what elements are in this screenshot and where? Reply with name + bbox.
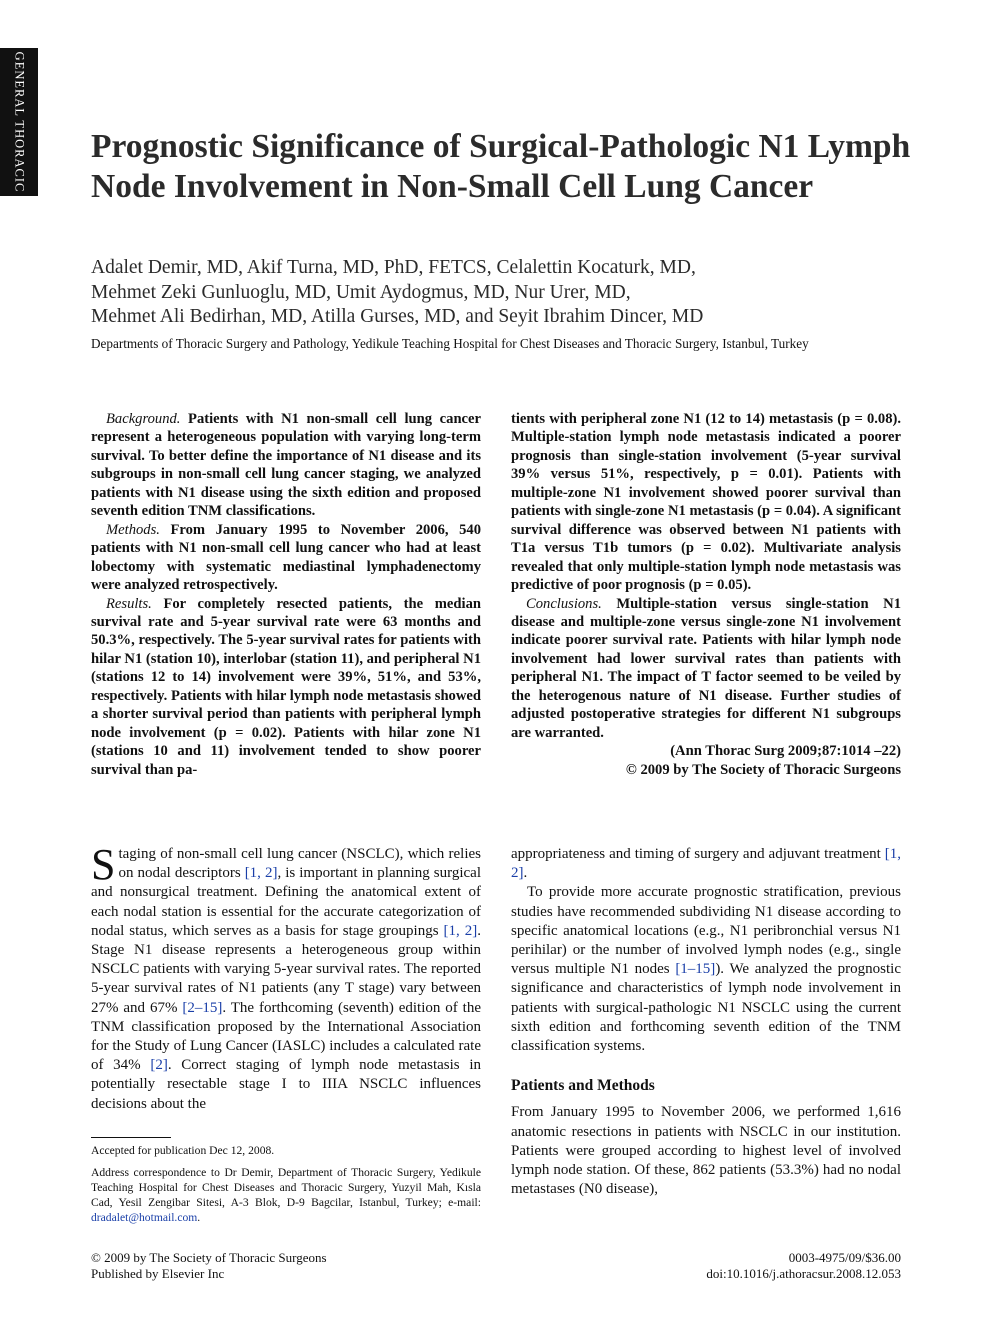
footnote-divider bbox=[91, 1137, 171, 1138]
author-degree: MD bbox=[270, 306, 303, 327]
email-link[interactable]: dradalet@hotmail.com bbox=[91, 1211, 198, 1224]
correspondence-note: Address correspondence to Dr Demir, Department of Thoracic Surgery, Yedikule Teaching Hospital for Chest Diseases and Thoracic Surgery, Yuzyil Mah, Kısla Cad, Yesil Zengibar Sitesi, A-3 Blok, D-9 Bagcilar, Istanbul, Turkey; e-mail: dradalet@hotmail.com. bbox=[91, 1166, 481, 1224]
author-name: Adalet Demir bbox=[91, 257, 197, 278]
author-name: Mehmet Ali Bedirhan bbox=[91, 306, 262, 327]
author-name: Umit Aydogmus bbox=[335, 281, 464, 303]
article-title: Prognostic Significance of Surgical-Pathologic N1 Lymph Node Involvement in Non-Small Cell Lung Cancer bbox=[91, 128, 911, 205]
author-name: Nur Urer bbox=[514, 281, 585, 303]
reference-link[interactable]: [1, 2] bbox=[443, 922, 478, 939]
intro-paragraph: Staging of non-small cell lung cancer (NSCLC), which relies on nodal descriptors [1, 2], is important in planning surgical and nonsurgical treatment. Defining the anatomical extent of each nodal station is essential for the accurate categorization of nodal status, which serves as a basis for stage groupings [1, 2]. Stage N1 disease represents a heterogeneous group within NSCLC patients with varying 5-year survival rates. The reported 5-year survival rates of N1 patients (any T stage) vary between 27% and 67% [2–15]. The forthcoming (seventh) edition of the TNM classification proposed by the International Association for the Study of Lung Cancer (IASLC) includes a calculated rate of 34% [2]. Correct staging of lymph node metastasis in potentially resectable stage I to IIIA NSCLC influences decisions about the bbox=[91, 840, 481, 1112]
intro-paragraph-continued: appropriateness and timing of surgery and adjuvant treatment [1, 2]. bbox=[511, 846, 901, 882]
author-degree: MD, PhD, FETCS bbox=[342, 257, 487, 278]
author-name: Atilla Gurses bbox=[310, 306, 415, 327]
stratification-paragraph: To provide more accurate prognostic stratification, previous studies have recommended subdividing N1 disease according to specific anatomical locations (e.g., N1 peribronchial versus N1 perihilar) or the number of involved lymph nodes (e.g., single versus multiple N1 nodes [1–15]). We analyzed the prognostic significance and characteristics of lymph node involvement in patients with surgical-pathologic N1 NSCLC using the current sixth edition and forthcoming seventh edition of the TNM classification systems. bbox=[511, 884, 901, 1055]
author-degree: MD bbox=[659, 257, 691, 278]
abstract-copyright: © 2009 by The Society of Thoracic Surgeons bbox=[625, 761, 901, 778]
abstract-results-label: Results. bbox=[106, 595, 152, 612]
author-degree: MD bbox=[206, 257, 239, 278]
section-side-tab bbox=[0, 48, 38, 196]
author-degree: MD bbox=[424, 306, 456, 327]
methods-paragraph: From January 1995 to November 2006, we performed 1,616 anatomic resections in patients with NSCLC in our institution. Patients were grouped according to highest level of involved lymph node station. Of these, 862 patients (53.3%) had no nodal metastases (N0 disease), bbox=[511, 1104, 901, 1198]
journal-citation: (Ann Thorac Surg 2009;87:1014 –22) bbox=[670, 743, 901, 760]
abstract-background: Background. Patients with N1 non-small cell lung cancer represent a heterogeneous population with varying long-term survival. To better define the importance of N1 disease and its subgroups in non-small cell lung cancer staging, we analyzed patients with N1 disease using the sixth edition and proposed seventh edition TNM classifications. bbox=[91, 411, 481, 520]
reference-link[interactable]: [1, 2] bbox=[244, 865, 278, 882]
body-right-column bbox=[511, 845, 901, 1199]
author-name: Akif Turna bbox=[246, 257, 333, 278]
abstract-results-continued: tients with peripheral zone N1 (12 to 14) metastasis (p = 0.08). Multiple-station lymph node metastasis indicated a poorer prognosis than single-station involvement (5-year survival 39% versus 51%, respectively, p = 0.01). Patients with multiple-zone N1 involvement showed poorer survival than patients with single-zone N1 metastasis (p = 0.04). A significant survival difference was observed between N1 patients with T1a versus T1b tumors (p = 0.02). Multivariate analysis revealed that only multiple-station lymph node metastasis was predictive of poor prognosis (p = 0.05). bbox=[511, 411, 901, 594]
author-list: Adalet Demir, MD, Akif Turna, MD, PhD, FETCS, Celalettin Kocaturk, MD, Mehmet Zeki Gunluoglu, MD, Umit Aydogmus, MD, Nur Urer, MD, Mehmet Ali Bedirhan, MD, Atilla Gurses, MD, and Seyit Ibrahim Dincer, MD bbox=[91, 257, 704, 327]
side-tab-label: GENERAL THORACIC bbox=[12, 51, 27, 193]
author-degree: MD bbox=[671, 306, 704, 327]
author-name: Mehmet Zeki Gunluoglu bbox=[91, 281, 285, 303]
footer-copyright: © 2009 by The Society of Thoracic Surgeons bbox=[91, 1250, 327, 1265]
reference-link[interactable]: [2] bbox=[150, 1057, 168, 1074]
author-name: Seyit Ibrahim Dincer bbox=[498, 306, 663, 327]
abstract-right-column bbox=[511, 410, 901, 779]
abstract-conclusions: Conclusions. Multiple-station versus single-station N1 disease and multiple-zone versus single-zone N1 involvement indicate poorer survival rate. Patients with hilar lymph node involvement had lower survival rates than patients with peripheral N1. The impact of T factor seemed to be veiled by the heterogenous nature of N1 disease. Further studies of adjusted postoperative strategies for different N1 subgroups are warranted. bbox=[511, 595, 901, 741]
page-footer-right bbox=[706, 1250, 901, 1281]
accepted-note: Accepted for publication Dec 12, 2008. bbox=[91, 1144, 275, 1157]
abstract-conclusions-label: Conclusions. bbox=[526, 595, 602, 612]
footer-issn: 0003-4975/09/$36.00 bbox=[788, 1250, 901, 1265]
page-footer-left bbox=[91, 1250, 327, 1281]
drop-cap: S bbox=[91, 840, 116, 889]
reference-link[interactable]: [2–15] bbox=[182, 999, 223, 1016]
author-degree: MD bbox=[294, 281, 327, 303]
abstract-results: Results. For completely resected patients, the median survival rate and 5-year survival rate were 63 months and 50.3%, respectively. The 5-year survival rates for patients with hilar N1 (station 10), interlobar (station 11), and peripheral N1 (stations 12 to 14) involvement were 39%, 51%, and 53%, respectively. Patients with hilar lymph node metastasis showed a shorter survival period than patients with peripheral lymph node involvement (p = 0.02). Patients with hilar zone N1 (stations 10 and 11) involvement tended to show poorer survival than pa- bbox=[91, 595, 481, 778]
footer-doi: doi:10.1016/j.athoracsur.2008.12.053 bbox=[706, 1265, 901, 1281]
abstract-background-label: Background. bbox=[106, 411, 181, 427]
affiliation: Departments of Thoracic Surgery and Pathology, Yedikule Teaching Hospital for Chest Diseases and Thoracic Surgery, Istanbul, Turkey bbox=[91, 336, 809, 351]
abstract-left-column bbox=[91, 410, 481, 779]
reference-link[interactable]: [1, 2] bbox=[511, 846, 901, 882]
abstract-methods: Methods. From January 1995 to November 2006, 540 patients with N1 non-small cell lung cancer who had at least lobectomy with systematic mediastinal lymphadenectomy were analyzed retrospectively. bbox=[91, 521, 481, 594]
footer-publisher: Published by Elsevier Inc bbox=[91, 1265, 225, 1281]
author-degree: MD bbox=[473, 281, 505, 303]
reference-link[interactable]: [1–15] bbox=[675, 961, 716, 978]
abstract-methods-label: Methods. bbox=[106, 521, 160, 538]
body-left-column bbox=[91, 840, 481, 1114]
author-degree: MD bbox=[594, 281, 626, 303]
author-name: Celalettin Kocaturk bbox=[496, 257, 650, 278]
section-heading: Patients and Methods bbox=[511, 1077, 655, 1095]
